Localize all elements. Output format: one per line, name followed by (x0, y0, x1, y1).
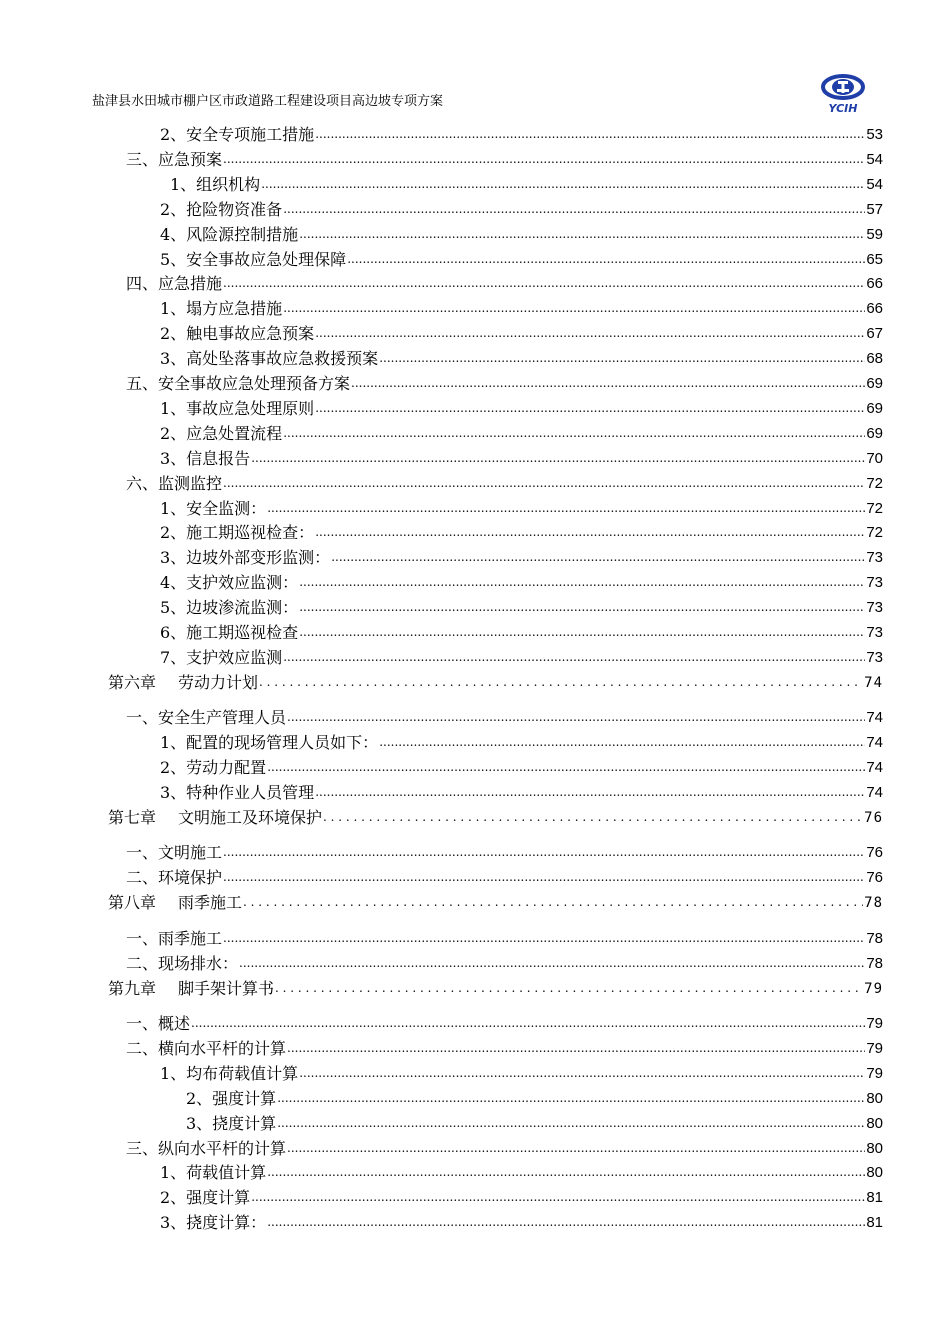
toc-dot-leader (299, 598, 865, 618)
toc-entry-label: 2、应急处置流程 (160, 423, 283, 443)
toc-page-number: 80 (866, 1164, 883, 1182)
toc-entry-label: 一、雨季施工 (126, 928, 223, 948)
toc-entry-label: 7、支护效应监测 (160, 647, 283, 667)
toc-chapter-title: 脚手架计算书 (178, 978, 275, 998)
toc-dot-leader (243, 893, 863, 913)
toc-entry-label: 2、安全专项施工措施 (160, 125, 315, 144)
toc-page-number: 54 (866, 175, 883, 193)
toc-entry[interactable] (126, 470, 883, 494)
toc-page-number: 67 (866, 325, 883, 343)
toc-dot-leader (287, 708, 865, 728)
toc-entry[interactable] (160, 519, 883, 543)
toc-page-number: 76 (866, 844, 883, 862)
toc-entry[interactable] (126, 950, 883, 974)
toc-dot-leader (351, 374, 865, 394)
toc-chapter-title: 劳动力计划 (178, 672, 259, 692)
toc-entry-label: 二、现场排水： (126, 953, 239, 973)
toc-entry-label (108, 893, 242, 913)
toc-page-number: 80 (866, 1139, 883, 1157)
toc-page-number: 79 (866, 1039, 883, 1057)
document-header-title: 盐津县水田城市棚户区市政道路工程建设项目高边坡专项方案 (92, 94, 444, 109)
toc-entry[interactable] (160, 1209, 883, 1233)
toc-entry-label: 2、施工期巡视检查： (160, 523, 315, 543)
toc-page-number: 79 (866, 1015, 883, 1032)
toc-entry-label: 4、支护效应监测： (160, 573, 299, 593)
toc-dot-leader (379, 349, 865, 369)
toc-entry[interactable] (160, 1184, 883, 1208)
toc-dot-leader (277, 1089, 865, 1109)
toc-dot-leader (283, 200, 865, 220)
toc-entry-label: 2、强度计算 (186, 1088, 277, 1108)
toc-dot-leader (323, 808, 863, 828)
toc-page-number: 78 (864, 895, 883, 912)
toc-entry[interactable] (160, 345, 883, 369)
toc-entry-label: 3、挠度计算 (186, 1113, 277, 1133)
toc-chapter-number: 第七章 (108, 807, 157, 827)
toc-entry-label: 1、均布荷载值计算 (160, 1063, 299, 1083)
toc-dot-leader (223, 929, 865, 949)
toc-page-number: 72 (866, 499, 883, 517)
toc-dot-leader (299, 225, 865, 245)
toc-entry[interactable] (160, 619, 883, 643)
toc-dot-leader (223, 474, 865, 494)
toc-entry[interactable] (186, 1085, 883, 1109)
toc-page-number: 69 (866, 424, 883, 442)
toc-dot-leader (331, 548, 865, 568)
toc-dot-leader (223, 868, 865, 888)
logo-text: YCIH (828, 102, 858, 115)
toc-dot-leader (275, 979, 863, 999)
toc-entry[interactable] (126, 370, 883, 394)
toc-dot-leader (223, 274, 865, 294)
toc-entry[interactable] (160, 295, 883, 319)
toc-entry[interactable] (160, 221, 883, 245)
toc-page-number: 72 (866, 524, 883, 542)
toc-dot-leader (283, 299, 865, 319)
toc-entry[interactable] (160, 569, 883, 593)
toc-dot-leader (267, 499, 865, 519)
toc-dot-leader (287, 1139, 865, 1159)
toc-entry-label (108, 673, 258, 693)
toc-page-number: 81 (866, 1189, 883, 1207)
toc-entry[interactable] (160, 544, 883, 568)
toc-dot-leader (267, 1213, 865, 1233)
company-logo (818, 72, 868, 116)
toc-entry[interactable] (126, 146, 883, 170)
toc-page-number: 73 (866, 574, 883, 592)
toc-page-number: 73 (866, 648, 883, 666)
toc-entry-label (108, 979, 274, 999)
toc-page-number: 53 (866, 126, 883, 143)
toc-entry[interactable] (160, 1159, 883, 1183)
toc-entry-label: 3、信息报告 (160, 448, 251, 468)
toc-entry-label: 2、强度计算 (160, 1188, 251, 1208)
toc-page-number: 76 (864, 809, 883, 826)
toc-entry-label: 3、特种作业人员管理 (160, 783, 315, 802)
toc-entry[interactable] (126, 1135, 883, 1159)
toc-dot-leader (261, 175, 865, 195)
toc-page-number: 72 (866, 474, 883, 492)
toc-page-number: 74 (866, 734, 883, 752)
toc-chapter-number: 第八章 (108, 893, 157, 913)
toc-dot-leader (287, 1039, 865, 1059)
toc-entry[interactable] (160, 779, 883, 803)
toc-dot-leader (259, 673, 863, 693)
toc-dot-leader (299, 1064, 865, 1084)
toc-chapter-entry[interactable] (108, 889, 883, 913)
toc-entry[interactable] (160, 320, 883, 344)
toc-dot-leader (283, 648, 865, 668)
toc-entry[interactable] (160, 420, 883, 444)
toc-chapter-number: 第九章 (108, 978, 157, 998)
toc-page-number: 74 (866, 759, 883, 777)
toc-dot-leader (251, 1188, 865, 1208)
toc-dot-leader (315, 783, 865, 803)
toc-page-number: 74 (866, 709, 883, 727)
toc-entry-label: 二、环境保护 (126, 868, 223, 888)
toc-entry-label: 一、安全生产管理人员 (126, 708, 287, 728)
toc-chapter-entry[interactable] (108, 669, 883, 693)
toc-entry[interactable] (126, 1035, 883, 1059)
toc-entry-label: 五、安全事故应急处理预备方案 (126, 374, 351, 393)
toc-page-number: 59 (866, 225, 883, 243)
toc-entry[interactable] (126, 925, 883, 949)
toc-dot-leader (191, 1014, 865, 1034)
toc-page-number: 76 (866, 869, 883, 887)
toc-page-number: 66 (866, 275, 883, 293)
toc-page-number: 73 (866, 624, 883, 641)
toc-entry[interactable] (160, 754, 883, 778)
toc-dot-leader (267, 1163, 865, 1183)
toc-dot-leader (267, 758, 865, 778)
toc-page-number: 81 (866, 1214, 883, 1232)
toc-entry[interactable] (160, 445, 883, 469)
toc-dot-leader (315, 523, 865, 543)
toc-entry-label: 二、横向水平杆的计算 (126, 1038, 287, 1058)
toc-chapter-entry[interactable] (108, 804, 883, 828)
toc-page-number: 73 (866, 599, 883, 617)
toc-page-number: 78 (866, 929, 883, 947)
toc-entry-label: 2、触电事故应急预案 (160, 324, 315, 344)
toc-entry-label: 3、高处坠落事故应急救援预案 (160, 349, 379, 369)
toc-entry-label: 三、纵向水平杆的计算 (126, 1138, 287, 1158)
toc-chapter-title: 雨季施工 (178, 893, 243, 913)
toc-page-number: 74 (864, 674, 883, 691)
toc-entry-label: 1、安全监测： (160, 498, 267, 518)
toc-dot-leader (223, 843, 865, 863)
toc-dot-leader (299, 573, 865, 593)
toc-page-number: 79 (864, 980, 883, 997)
toc-dot-leader (277, 1114, 865, 1134)
toc-dot-leader (299, 623, 865, 643)
toc-dot-leader (251, 449, 865, 469)
toc-entry[interactable] (160, 729, 883, 753)
toc-dot-leader (315, 399, 865, 419)
toc-entry[interactable] (186, 1110, 883, 1134)
toc-entry-label: 一、概述 (126, 1014, 191, 1033)
toc-page-number: 69 (866, 375, 883, 392)
toc-dot-leader (283, 424, 865, 444)
toc-entry[interactable] (170, 171, 883, 195)
toc-dot-leader (347, 250, 865, 270)
toc-page-number: 74 (866, 784, 883, 801)
toc-entry-label: 1、荷载值计算 (160, 1163, 267, 1183)
toc-entry-label: 2、劳动力配置 (160, 758, 267, 778)
toc-page-number: 69 (866, 399, 883, 417)
toc-entry-label: 六、监测监控 (126, 473, 223, 493)
toc-entry-label: 6、施工期巡视检查 (160, 623, 299, 642)
toc-dot-leader (315, 324, 865, 344)
toc-entry[interactable] (160, 246, 883, 270)
toc-chapter-title: 文明施工及环境保护 (178, 807, 323, 827)
toc-dot-leader (379, 733, 865, 753)
toc-entry[interactable] (160, 395, 883, 419)
toc-entry-label: 3、挠度计算： (160, 1213, 267, 1233)
toc-chapter-number: 第六章 (108, 672, 157, 692)
toc-entry-label: 2、抢险物资准备 (160, 199, 283, 219)
toc-entry-label: 1、事故应急处理原则 (160, 398, 315, 418)
toc-entry[interactable] (160, 196, 883, 220)
toc-entry-label: 三、应急预案 (126, 149, 223, 169)
toc-page-number: 57 (866, 200, 883, 218)
toc-entry-label: 5、边坡渗流监测： (160, 598, 299, 618)
toc-page-number: 70 (866, 449, 883, 467)
toc-entry-label: 4、风险源控制措施 (160, 224, 299, 244)
toc-entry[interactable] (160, 1060, 883, 1084)
toc-entry-label: 四、应急措施 (126, 274, 223, 294)
toc-entry[interactable] (126, 704, 883, 728)
toc-chapter-entry[interactable] (108, 975, 883, 999)
toc-dot-leader (315, 125, 865, 145)
toc-entry[interactable] (160, 495, 883, 519)
toc-page-number: 80 (866, 1114, 883, 1132)
toc-page-number: 65 (866, 250, 883, 268)
toc-entry-label: 1、配置的现场管理人员如下： (160, 733, 379, 753)
toc-page-number: 68 (866, 350, 883, 368)
toc-page-number: 79 (866, 1064, 883, 1082)
toc-entry[interactable] (126, 270, 883, 294)
toc-entry-label: 3、边坡外部变形监测： (160, 548, 331, 568)
toc-entry-label: 1、塌方应急措施 (160, 299, 283, 319)
toc-entry[interactable] (160, 121, 883, 145)
toc-entry[interactable] (126, 864, 883, 888)
toc-entry[interactable] (160, 594, 883, 618)
toc-entry-label (108, 808, 322, 828)
toc-entry-label: 1、组织机构 (170, 174, 261, 194)
toc-entry-label: 5、安全事故应急处理保障 (160, 249, 347, 269)
toc-page-number: 78 (866, 954, 883, 972)
toc-dot-leader (223, 150, 865, 170)
toc-page-number: 73 (866, 549, 883, 567)
toc-page-number: 66 (866, 300, 883, 318)
toc-entry-label: 一、文明施工 (126, 843, 223, 863)
toc-page-number: 54 (866, 150, 883, 168)
toc-entry[interactable] (126, 1010, 883, 1034)
toc-entry[interactable] (126, 839, 883, 863)
toc-entry[interactable] (160, 644, 883, 668)
toc-page-number: 80 (866, 1089, 883, 1107)
toc-dot-leader (239, 954, 865, 974)
